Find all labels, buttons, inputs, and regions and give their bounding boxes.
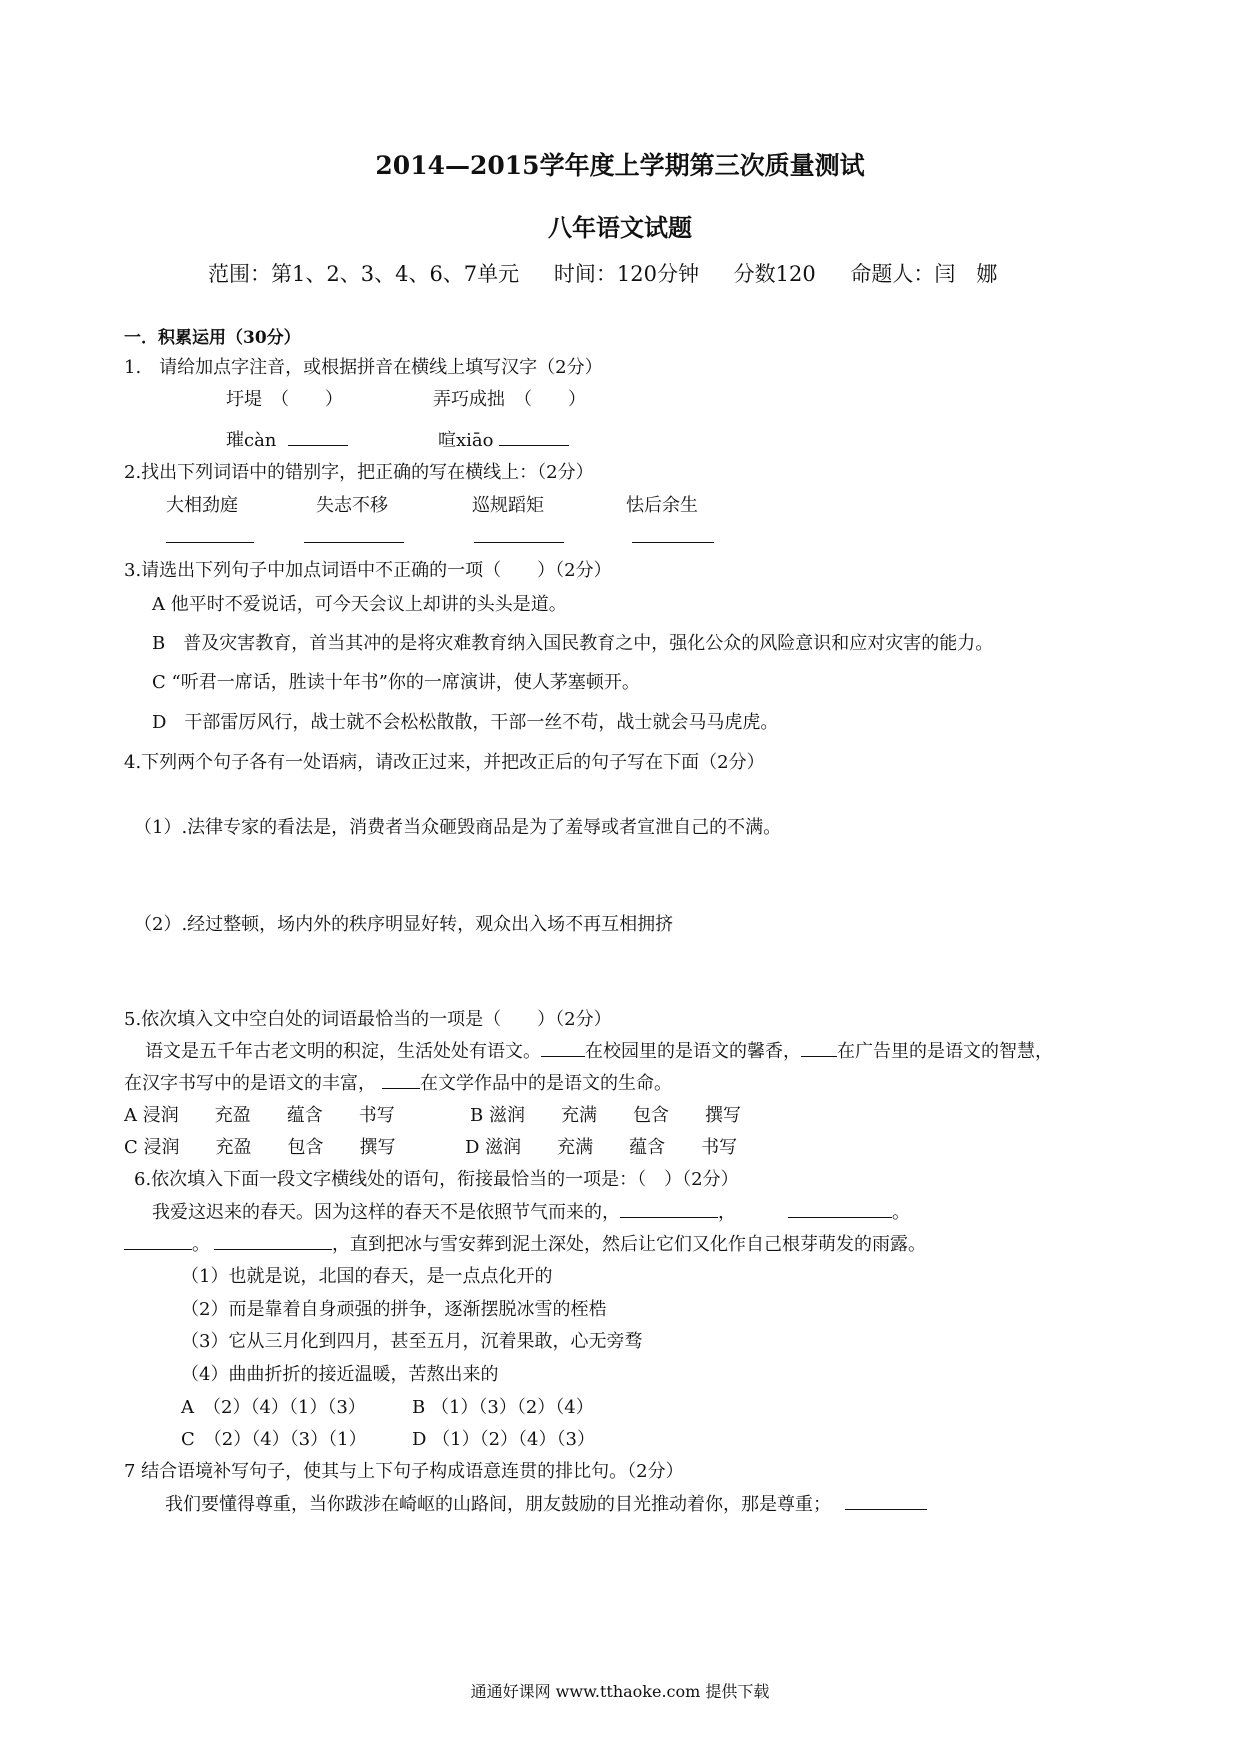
q2-blank-1[interactable]	[166, 542, 254, 543]
q5-text: 在文学作品中的是语文的生命。	[420, 1073, 672, 1094]
q6-item-4: （4）曲曲折折的接近温暖，苦熬出来的	[181, 1364, 499, 1385]
q7-text: 我们要懂得尊重，当你跋涉在崎岖的山路间，朋友鼓励的目光推动着你，那是尊重；	[165, 1494, 831, 1515]
q5-option-d: D 滋润 充满 蕴含 书写	[465, 1137, 738, 1158]
q6-blank-2[interactable]	[788, 1199, 892, 1218]
page-footer: 通通好课网 www.tthaoke.com 提供下载	[470, 1682, 770, 1701]
q6-blank-1[interactable]	[620, 1199, 718, 1218]
q5-stem: 5.依次填入文中空白处的词语最恰当的一项是（ ）（2分）	[124, 1009, 612, 1030]
q5-text: 在汉字书写中的是语文的丰富，	[124, 1073, 376, 1094]
q1-item-c-text: 璀càn	[226, 430, 277, 451]
q5-text: 在校园里的是语文的馨香，	[585, 1041, 801, 1062]
q6-option-b: B （1）（3）（2）（4）	[412, 1397, 594, 1418]
q1-stem: 1. 请给加点字注音，或根据拼音在横线上填写汉字（2分）	[124, 357, 603, 378]
q4-stem: 4.下列两个句子各有一处语病，请改正过来，并把改正后的句子写在下面（2分）	[124, 752, 765, 773]
exam-range: 范围：第1、2、3、4、6、7单元	[208, 262, 520, 286]
section-heading: 一．积累运用（30分）	[124, 328, 301, 348]
q5-option-a: A 浸润 充盈 蕴含 书写	[124, 1105, 395, 1126]
q7-text-line	[165, 1490, 927, 1516]
q3-option-c: C “听君一席话，胜读十年书”你的一席演讲，使人茅塞顿开。	[152, 672, 640, 693]
q5-option-c: C 浸润 充盈 包含 撰写	[124, 1137, 396, 1158]
q1-item-d	[438, 426, 569, 452]
exam-author: 命题人：闫 娜	[850, 262, 998, 286]
q6-item-2: （2）而是靠着自身顽强的拼争，逐渐摆脱冰雪的桎梏	[181, 1299, 607, 1320]
q6-text: 我爱这迟来的春天。因为这样的春天不是依照节气而来的，	[152, 1202, 620, 1223]
q2-stem: 2.找出下列词语中的错别字，把正确的写在横线上：（2分）	[124, 462, 594, 483]
q6-blank-4[interactable]	[214, 1231, 332, 1250]
q6-text: ，	[718, 1202, 736, 1223]
q4-sentence-2: （2）.经过整顿，场内外的秩序明显好转，观众出入场不再互相拥挤	[134, 914, 674, 935]
exam-subtitle: 八年语文试题	[548, 213, 692, 242]
q6-item-1: （1）也就是说，北国的春天，是一点点化开的	[181, 1266, 553, 1287]
q7-blank[interactable]	[845, 1491, 927, 1510]
exam-score: 分数120	[733, 262, 816, 286]
exam-time: 时间：120分钟	[553, 262, 699, 286]
q6-text: 。	[892, 1202, 910, 1223]
q1-blank-c[interactable]	[288, 427, 348, 446]
q5-blank-3[interactable]	[382, 1070, 420, 1089]
q6-option-d: D （1）（2）（4）（3）	[412, 1429, 595, 1450]
q6-blank-3[interactable]	[124, 1231, 192, 1250]
q5-passage-line-2	[124, 1069, 672, 1095]
q4-sentence-1: （1）.法律专家的看法是，消费者当众砸毁商品是为了羞辱或者宣泄自己的不满。	[134, 817, 782, 838]
q3-option-b: B 普及灾害教育，首当其冲的是将灾难教育纳入国民教育之中，强化公众的风险意识和应对灾害的能力。	[152, 633, 994, 654]
q2-blank-2[interactable]	[304, 542, 404, 543]
q2-word-1: 大相劲庭	[166, 495, 238, 516]
q1-item-c	[226, 426, 348, 452]
q1-item-b: 弄巧成拙 （ ）	[433, 389, 586, 410]
q3-option-d: D 干部雷厉风行，战士就不会松松散散，干部一丝不苟，战士就会马马虎虎。	[152, 712, 779, 733]
q5-passage-line-1	[145, 1037, 1053, 1063]
q5-blank-1[interactable]	[541, 1038, 585, 1057]
q5-option-b: B 滋润 充满 包含 撰写	[470, 1105, 741, 1126]
q2-word-4: 怯后余生	[626, 495, 698, 516]
q2-blank-4[interactable]	[632, 542, 714, 543]
q3-stem: 3.请选出下列句子中加点词语中不正确的一项（ ）（2分）	[124, 560, 612, 581]
q1-blank-d[interactable]	[499, 427, 569, 446]
q5-text: 在广告里的是语文的智慧，	[837, 1041, 1053, 1062]
q6-item-3: （3）它从三月化到四月，甚至五月，沉着果敢，心无旁骛	[181, 1331, 643, 1352]
q2-word-2: 失志不移	[316, 495, 388, 516]
q6-option-c: C （2）（4）（3）（1）	[181, 1429, 367, 1450]
q6-stem: 6.依次填入下面一段文字横线处的语句，衔接最恰当的一项是：（ ）（2分）	[134, 1169, 739, 1190]
exam-title: 2014—2015学年度上学期第三次质量测试	[375, 151, 865, 180]
q6-text: ，直到把冰与雪安葬到泥土深处，然后让它们又化作自己根芽萌发的雨露。	[332, 1234, 926, 1255]
q1-item-a: 圩堤 （ ）	[226, 389, 343, 410]
q1-item-d-text: 喧xiāo	[438, 430, 494, 451]
q3-option-a: A 他平时不爱说话，可今天会议上却讲的头头是道。	[152, 594, 567, 615]
q6-option-a: A （2）（4）（1）（3）	[181, 1397, 366, 1418]
q6-passage-line-1	[152, 1198, 910, 1224]
q5-blank-2[interactable]	[801, 1038, 837, 1057]
q5-text: 语文是五千年古老文明的积淀，生活处处有语文。	[145, 1041, 541, 1062]
q6-text: 。	[192, 1234, 210, 1255]
q2-blank-3[interactable]	[474, 542, 564, 543]
q2-word-3: 巡规蹈矩	[472, 495, 544, 516]
exam-info	[208, 258, 1025, 288]
q6-passage-line-2	[124, 1230, 926, 1256]
q7-stem: 7 结合语境补写句子，使其与上下句子构成语意连贯的排比句。（2分）	[124, 1461, 684, 1482]
